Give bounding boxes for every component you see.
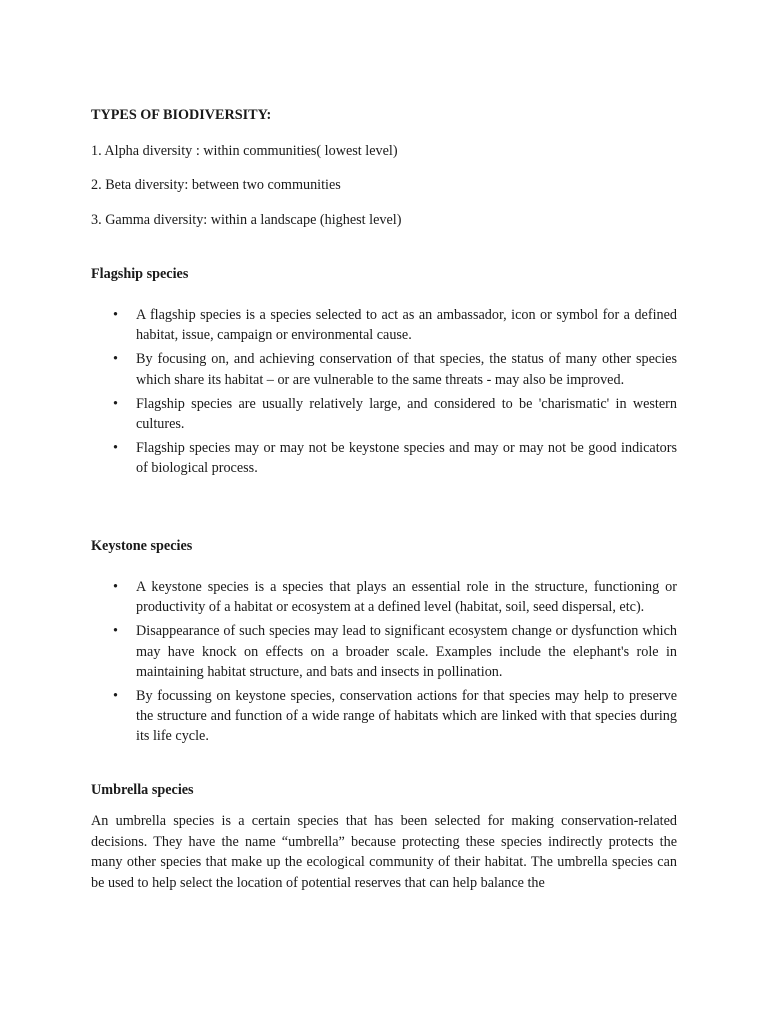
flagship-bullet-1: • A flagship species is a species selected to act as an ambassador, icon or symbol for a defined habitat, issue, campaign or environmental cause. [91,305,677,345]
keystone-bullet-3: • By focussing on keystone species, conservation actions for that species may help to preserve the structure and function of a wide range of habitats which are linked with that species during its life cycle. [91,686,677,747]
keystone-heading: Keystone species [91,538,193,554]
keystone-bullet-2: • Disappearance of such species may lead to significant ecosystem change or dysfunction which may have knock on effects on a broader scale. Examples include the elephant's role in maintaining habitat structure, and bats and insects in pollination. [91,621,677,682]
umbrella-paragraph: An umbrella species is a certain species that has been selected for making conservation-related decisions. They have the name “umbrella” because protecting these species indirectly protects the many other species that make up the ecological community of their habitat. The umbrella species can be used to help select the location of potential reserves that can help balance the [91,813,677,891]
keystone-list [91,577,677,751]
keystone-bullet-1: • A keystone species is a species that plays an essential role in the structure, functioning or productivity of a habitat or ecosystem at a defined level (habitat, soil, seed dispersal, etc). [91,577,677,617]
flagship-list [91,305,677,483]
flagship-heading: Flagship species [91,266,189,282]
diversity-item-beta: 2. Beta diversity: between two communities [91,177,341,193]
page-title: TYPES OF BIODIVERSITY: [91,107,272,123]
diversity-item-gamma: 3. Gamma diversity: within a landscape (highest level) [91,212,402,228]
umbrella-heading: Umbrella species [91,782,194,798]
diversity-item-alpha: 1. Alpha diversity : within communities( lowest level) [91,143,398,159]
flagship-bullet-3: • Flagship species are usually relatively large, and considered to be 'charismatic' in western cultures. [91,394,677,434]
flagship-bullet-4: • Flagship species may or may not be keystone species and may or may not be good indicators of biological process. [91,438,677,478]
flagship-bullet-2: • By focusing on, and achieving conservation of that species, the status of many other species which share its habitat – or are vulnerable to the same threats - may also be improved. [91,349,677,389]
